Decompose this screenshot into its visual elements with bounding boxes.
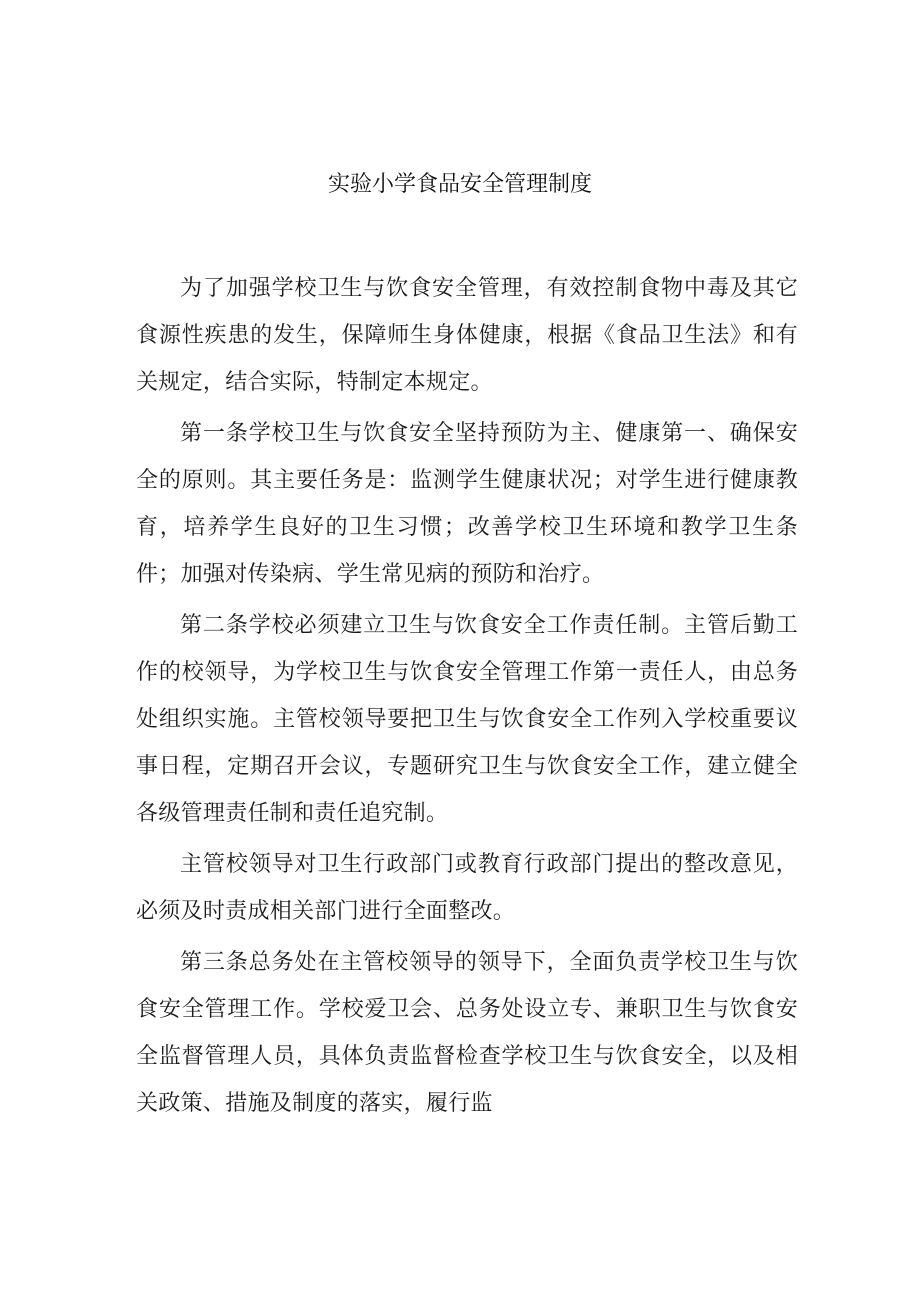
- paragraph-intro: 为了加强学校卫生与饮食安全管理，有效控制食物中毒及其它食源性疾患的发生，保障师生身体健康，根据《食品卫生法》和有关规定，结合实际，特制定本规定。: [136, 276, 798, 395]
- document-body: [136, 265, 798, 1131]
- paragraph-article-1: 第一条学校卫生与饮食安全坚持预防为主、健康第一、确保安全的原则。其主要任务是：监测学生健康状况；对学生进行健康教育，培养学生良好的卫生习惯；改善学校卫生环境和教学卫生条件；加强对传染病、学生常见病的预防和治疗。: [136, 421, 798, 587]
- paragraph-article-3: 第三条总务处在主管校领导的领导下，全面负责学校卫生与饮食安全管理工作。学校爱卫会、总务处设立专、兼职卫生与饮食安全监督管理人员，具体负责监督检查学校卫生与饮食安全，以及相关政策、措施及制度的落实，履行监: [136, 950, 798, 1116]
- document-title: 实验小学食品安全管理制度: [327, 172, 592, 197]
- paragraph-rectification: 主管校领导对卫生行政部门或教育行政部门提出的整改意见，必须及时责成相关部门进行全面整改。: [136, 852, 798, 924]
- paragraph-article-2: 第二条学校必须建立卫生与饮食安全工作责任制。主管后勤工作的校领导，为学校卫生与饮食安全管理工作第一责任人，由总务处组织实施。主管校领导要把卫生与饮食安全工作列入学校重要议事日程，定期召开会议，专题研究卫生与饮食安全工作，建立健全各级管理责任制和责任追究制。: [136, 613, 798, 826]
